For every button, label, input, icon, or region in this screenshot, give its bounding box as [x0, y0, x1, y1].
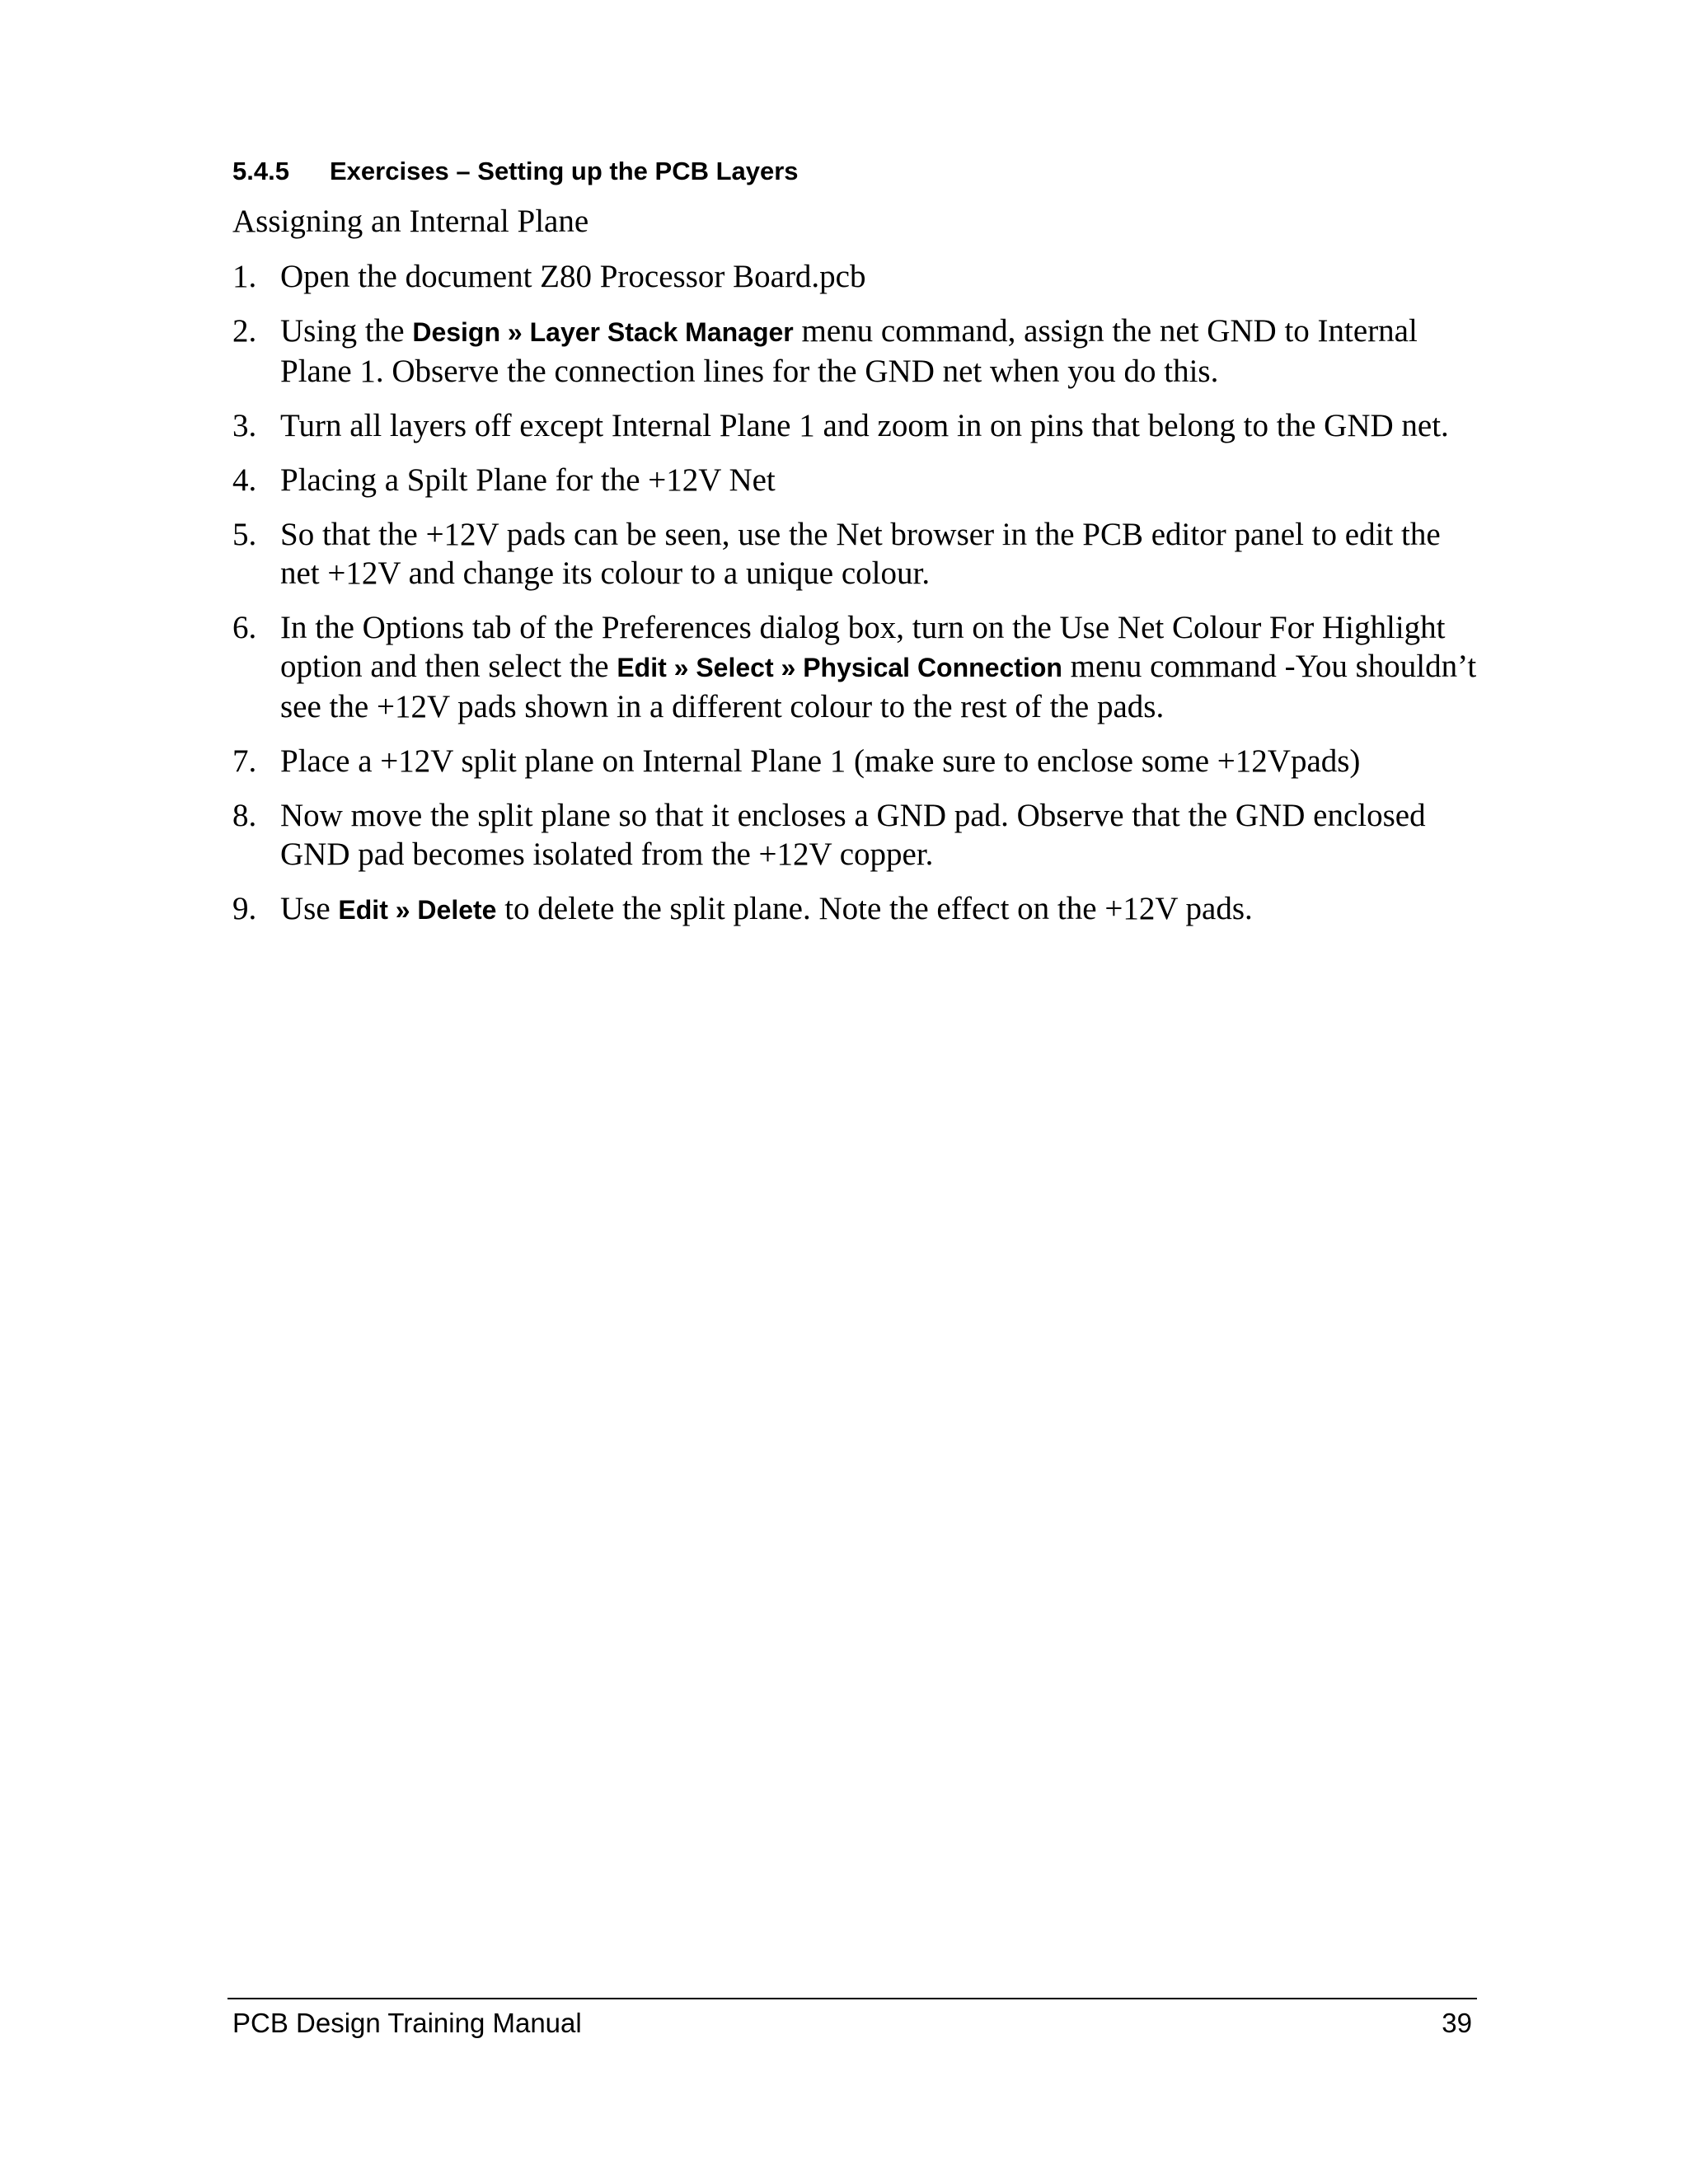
- item-index: 1.: [232, 259, 257, 294]
- item-text: Place a +12V split plane on Internal Plane 1 (make sure to enclose some +12Vpads): [280, 743, 1361, 779]
- list-item: [232, 515, 1485, 593]
- menu-command: Edit » Select » Physical Connection: [617, 653, 1062, 682]
- item-text-pre: In the Options tab of the Preferences dialog box, turn on the Use Net Colour For Highlight option and then select the: [280, 610, 1446, 684]
- item-text: Placing a Spilt Plane for the +12V Net: [280, 462, 776, 498]
- item-index: 9.: [232, 891, 257, 926]
- item-index: 2.: [232, 313, 257, 349]
- item-text-post: menu command -You shouldn’t see the +12V pads shown in a different colour to the rest of the pads.: [280, 649, 1477, 724]
- menu-command: Edit » Delete: [338, 895, 497, 925]
- section-subtitle: Assigning an Internal Plane: [232, 204, 589, 239]
- item-text-pre: Using the: [280, 313, 413, 349]
- item-text: Open the document Z80 Processor Board.pcb: [280, 259, 866, 294]
- list-item: [232, 608, 1485, 726]
- section-number: 5.4.5: [232, 157, 289, 185]
- list-item: [232, 406, 1485, 445]
- list-item: [232, 461, 1485, 499]
- list-item: [232, 312, 1485, 391]
- item-text-post: to delete the split plane. Note the effect on the +12V pads.: [496, 891, 1253, 926]
- item-index: 3.: [232, 408, 257, 443]
- item-index: 8.: [232, 798, 257, 833]
- item-text-post: menu command, assign the net GND to Internal Plane 1. Observe the connection lines for the GND net when you do this.: [280, 313, 1418, 389]
- item-index: 6.: [232, 610, 257, 645]
- menu-command: Design » Layer Stack Manager: [412, 317, 794, 347]
- item-text: Turn all layers off except Internal Plane 1 and zoom in on pins that belong to the GND net.: [280, 408, 1449, 443]
- list-item: [232, 796, 1485, 874]
- list-item: [232, 257, 1485, 296]
- section-title: Exercises – Setting up the PCB Layers: [330, 157, 799, 185]
- item-index: 4.: [232, 462, 257, 498]
- footer-title: PCB Design Training Manual: [232, 2008, 582, 2038]
- item-index: 7.: [232, 743, 257, 779]
- footer-divider: [227, 1998, 1477, 1999]
- item-text: Now move the split plane so that it encloses a GND pad. Observe that the GND enclosed GND pad becomes isolated from the +12V copper.: [280, 798, 1426, 872]
- list-item: [232, 742, 1485, 780]
- exercise-list: [232, 257, 1485, 945]
- item-index: 5.: [232, 517, 257, 552]
- item-text: So that the +12V pads can be seen, use the Net browser in the PCB editor panel to edit the net +12V and change its colour to a unique colour.: [280, 517, 1441, 591]
- item-text-pre: Use: [280, 891, 339, 926]
- list-item: [232, 889, 1485, 930]
- page-number: 39: [1442, 2008, 1472, 2038]
- section-heading: [232, 157, 799, 186]
